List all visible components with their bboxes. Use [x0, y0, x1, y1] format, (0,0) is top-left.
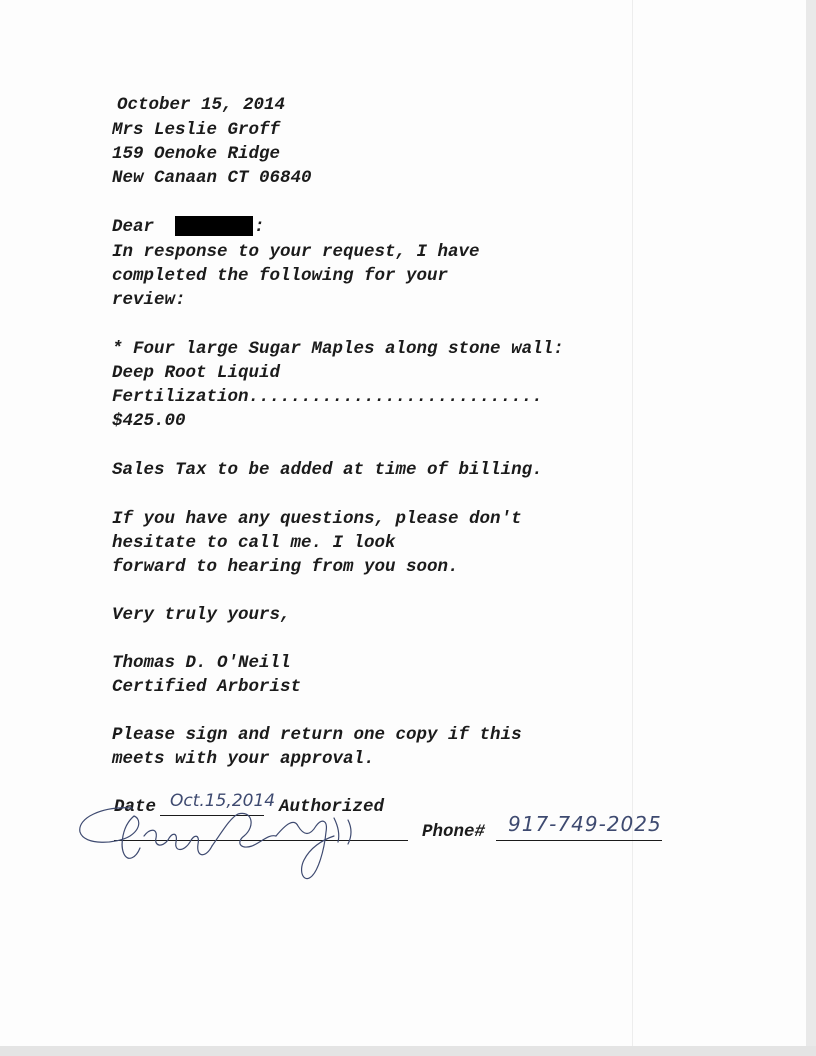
- redaction-bar: [175, 216, 253, 236]
- handwritten-signature: [72, 796, 385, 886]
- phone-label: Phone#: [422, 822, 486, 842]
- recipient-name: Mrs Leslie Groff: [112, 120, 281, 140]
- closing-line-1: If you have any questions, please don't: [112, 509, 522, 529]
- phone-underline: [496, 840, 662, 841]
- tax-note: Sales Tax to be added at time of billing.: [112, 460, 543, 480]
- handwritten-phone: 917-749-2025: [508, 812, 662, 836]
- salutation-colon: :: [254, 217, 265, 237]
- salutation-prefix: Dear: [112, 217, 155, 237]
- item-line-2: Deep Root Liquid: [112, 363, 281, 383]
- recipient-city: New Canaan CT 06840: [112, 168, 312, 188]
- intro-line-1: In response to your request, I have: [112, 242, 480, 262]
- scan-edge-right: [806, 0, 816, 1056]
- date-label: Date: [114, 797, 157, 817]
- item-line-3: Fertilization............................: [112, 387, 543, 407]
- handwritten-date: Oct.15,2014: [170, 791, 276, 811]
- scan-edge-bottom: [0, 1046, 816, 1056]
- letter-date: October 15, 2014: [117, 95, 286, 115]
- item-line-1: * Four large Sugar Maples along stone wall:: [112, 339, 564, 359]
- closing-line-3: forward to hearing from you soon.: [112, 557, 459, 577]
- approval-line-2: meets with your approval.: [112, 749, 375, 769]
- approval-line-1: Please sign and return one copy if this: [112, 725, 522, 745]
- paper-fold-line: [632, 0, 633, 1046]
- signer-name: Thomas D. O'Neill: [112, 653, 291, 673]
- intro-line-2: completed the following for your: [112, 266, 449, 286]
- authorized-label: Authorized: [279, 797, 385, 817]
- intro-line-3: review:: [112, 290, 186, 310]
- signer-title: Certified Arborist: [112, 677, 302, 697]
- item-price: $425.00: [112, 411, 186, 431]
- valediction: Very truly yours,: [112, 605, 291, 625]
- closing-line-2: hesitate to call me. I look: [112, 533, 396, 553]
- recipient-street: 159 Oenoke Ridge: [112, 144, 281, 164]
